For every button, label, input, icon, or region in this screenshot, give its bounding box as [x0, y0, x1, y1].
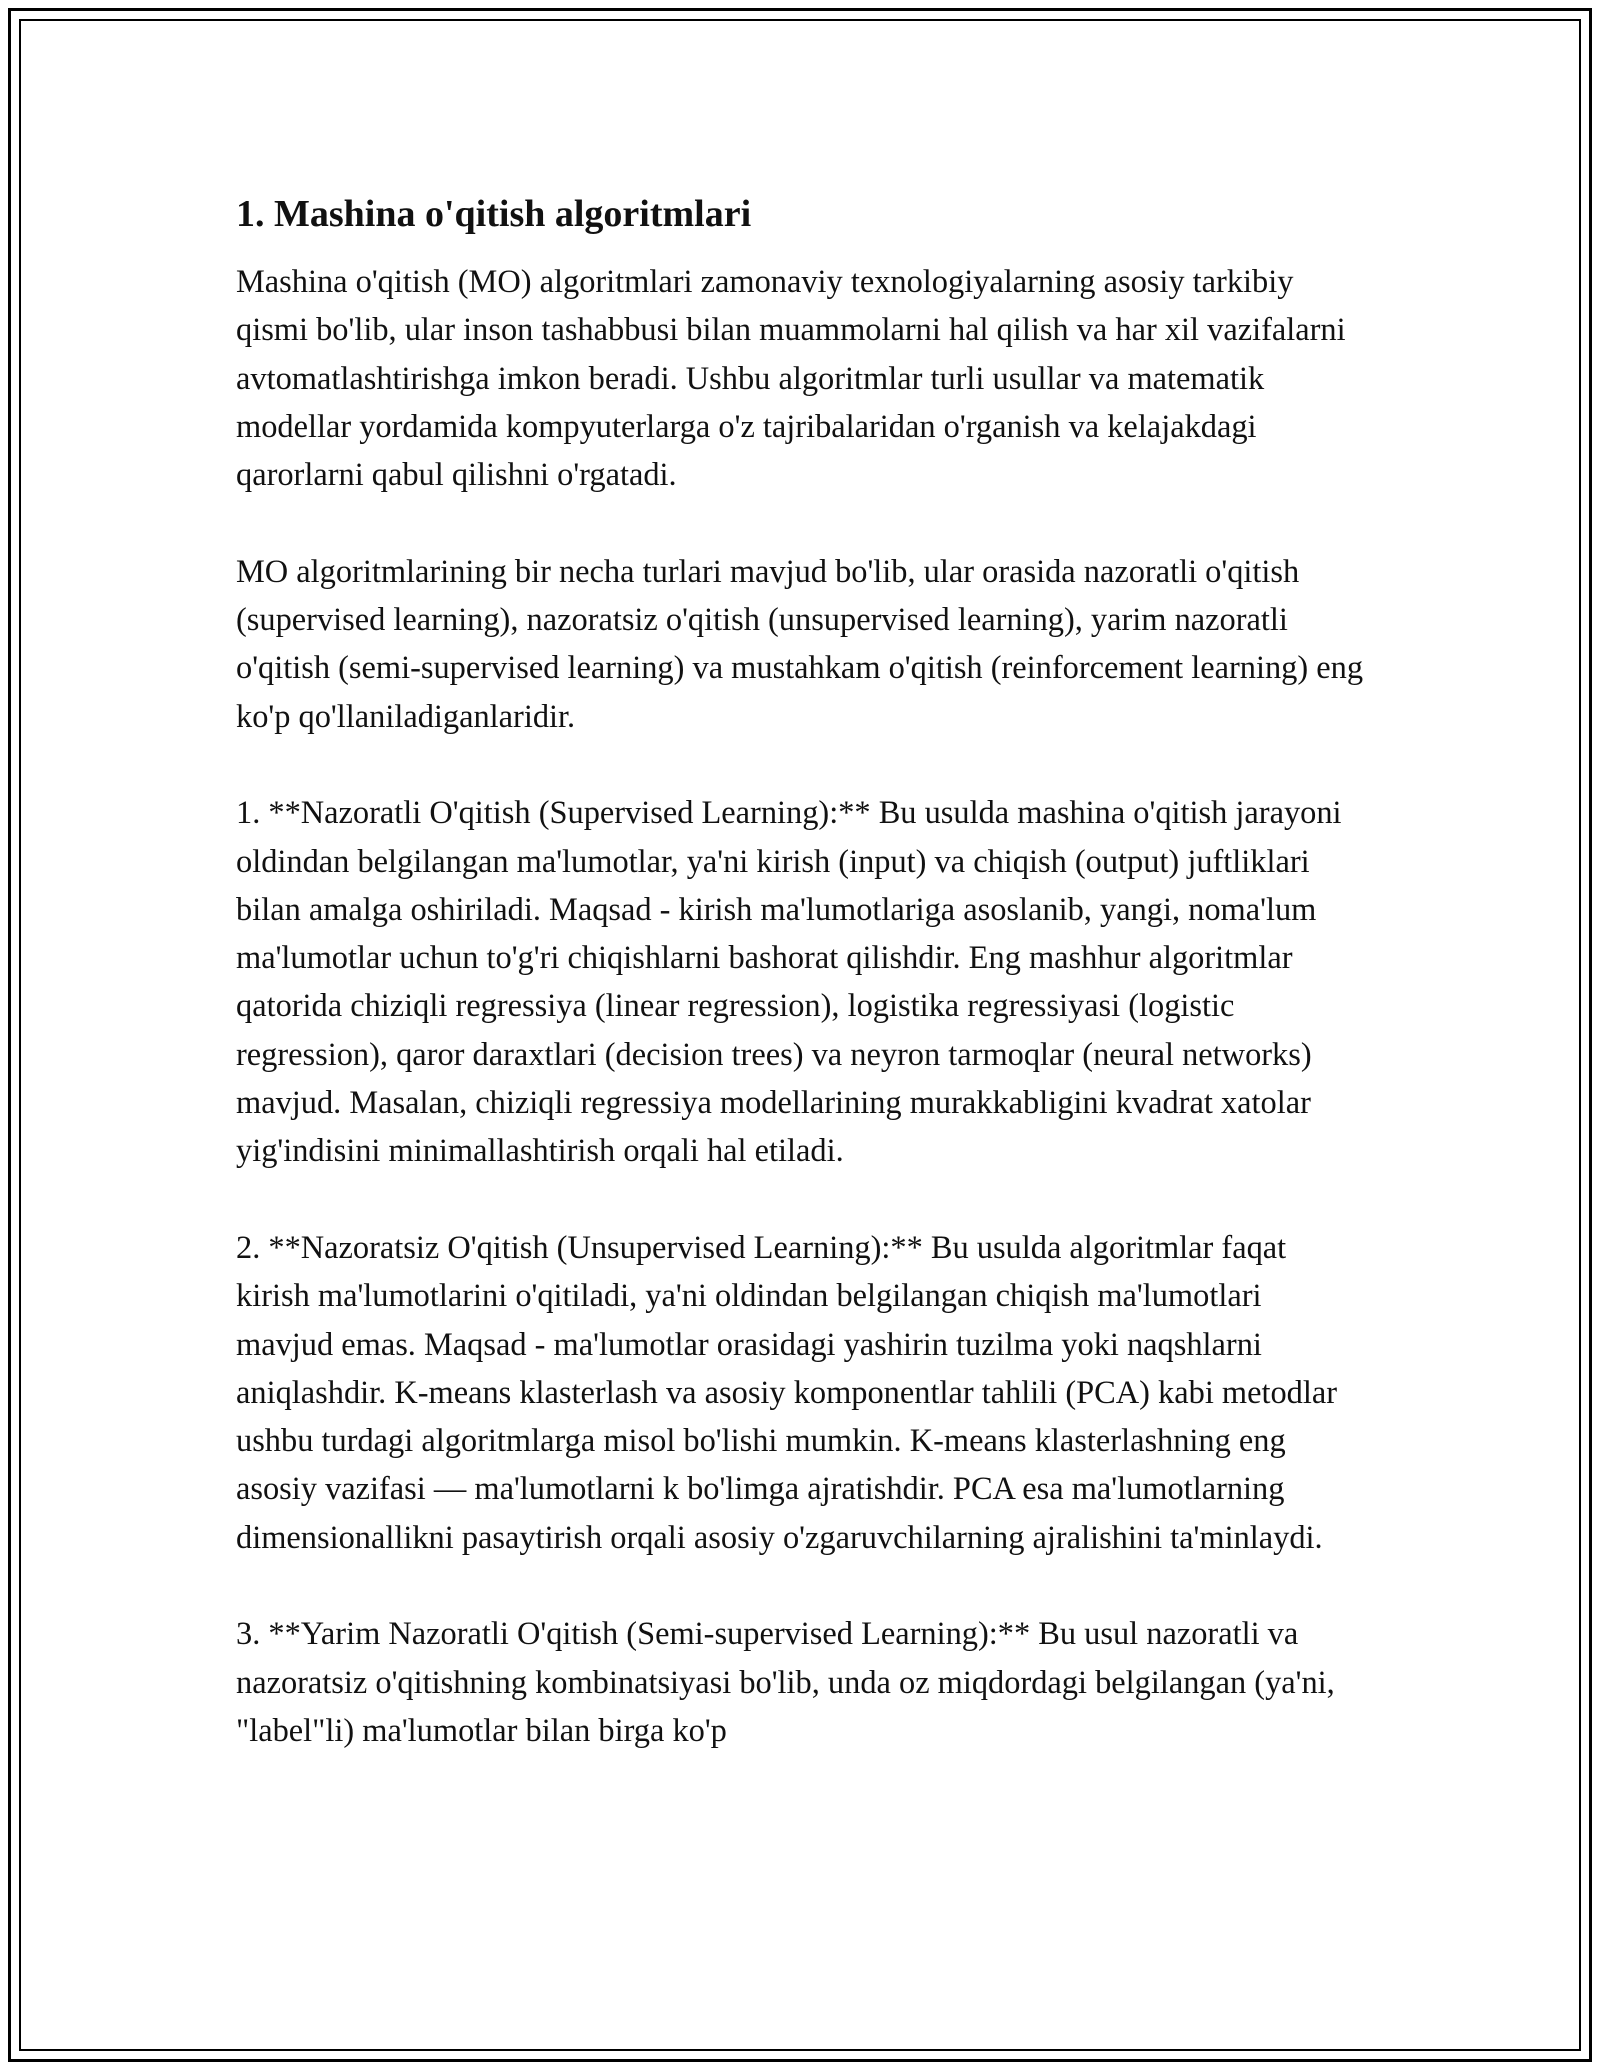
paragraph-intro: Mashina o'qitish (MO) algoritmlari zamonaviy texnologiyalarning asosiy tarkibiy qismi bo'lib, ular inson tashabbusi bilan muammolarni hal qilish va har xil vazifalarni avtomatlashtirishga imkon beradi. Ushbu algoritmlar turli usullar va matematik modellar yordamida kompyuterlarga o'z tajribalaridan o'rganish va kelajakdagi qarorlarni qabul qilishni o'rgatadi.: [236, 264, 1346, 494]
section-heading: 1. Mashina o'qitish algoritmlari: [236, 193, 752, 235]
paragraph-unsupervised: 2. **Nazoratsiz O'qitish (Unsupervised Learning):** Bu usulda algoritmlar faqat kirish ma'lumotlarini o'qitiladi, ya'ni oldindan belgilangan chiqish ma'lumotlari mavjud emas. Maqsad - ma'lumotlar orasidagi yashirin tuzilma yoki naqshlarni aniqlashdir. K-means klasterlash va asosiy komponentlar tahlili (PCA) kabi metodlar ushbu turdagi algoritmlarga misol bo'lishi mumkin. K-means klasterlashning eng asosiy vazifasi — ma'lumotlarni k bo'limga ajratishdir. PCA esa ma'lumotlarning dimensionallikni pasaytirish orqali asosiy o'zgaruvchilarning ajralishini ta'minlaydi.: [236, 1229, 1338, 1556]
paragraph-semi-supervised: 3. **Yarim Nazoratli O'qitish (Semi-supervised Learning):** Bu usul nazoratli va nazoratsiz o'qitishning kombinatsiyasi bo'lib, unda oz miqdordagi belgilangan (ya'ni, "label"li) ma'lumotlar bilan birga ko'p: [236, 1616, 1335, 1749]
document-body: [236, 190, 1366, 1755]
paragraph-types: MO algoritmlarining bir necha turlari mavjud bo'lib, ular orasida nazoratli o'qitish (supervised learning), nazoratsiz o'qitish (unsupervised learning), yarim nazoratli o'qitish (semi-supervised learning) va mustahkam o'qitish (reinforcement learning) eng ko'p qo'llaniladiganlaridir.: [236, 553, 1364, 735]
paragraph-supervised: 1. **Nazoratli O'qitish (Supervised Learning):** Bu usulda mashina o'qitish jarayoni oldindan belgilangan ma'lumotlar, ya'ni kirish (input) va chiqish (output) juftliklari bilan amalga oshiriladi. Maqsad - kirish ma'lumotlariga asoslanib, yangi, noma'lum ma'lumotlar uchun to'g'ri chiqishlarni bashorat qilishdir. Eng mashhur algoritmlar qatorida chiziqli regressiya (linear regression), logistika regressiyasi (logistic regression), qaror daraxtlari (decision trees) va neyron tarmoqlar (neural networks) mavjud. Masalan, chiziqli regressiya modellarining murakkabligini kvadrat xatolar yig'indisini minimallashtirish orqali hal etiladi.: [236, 795, 1342, 1170]
